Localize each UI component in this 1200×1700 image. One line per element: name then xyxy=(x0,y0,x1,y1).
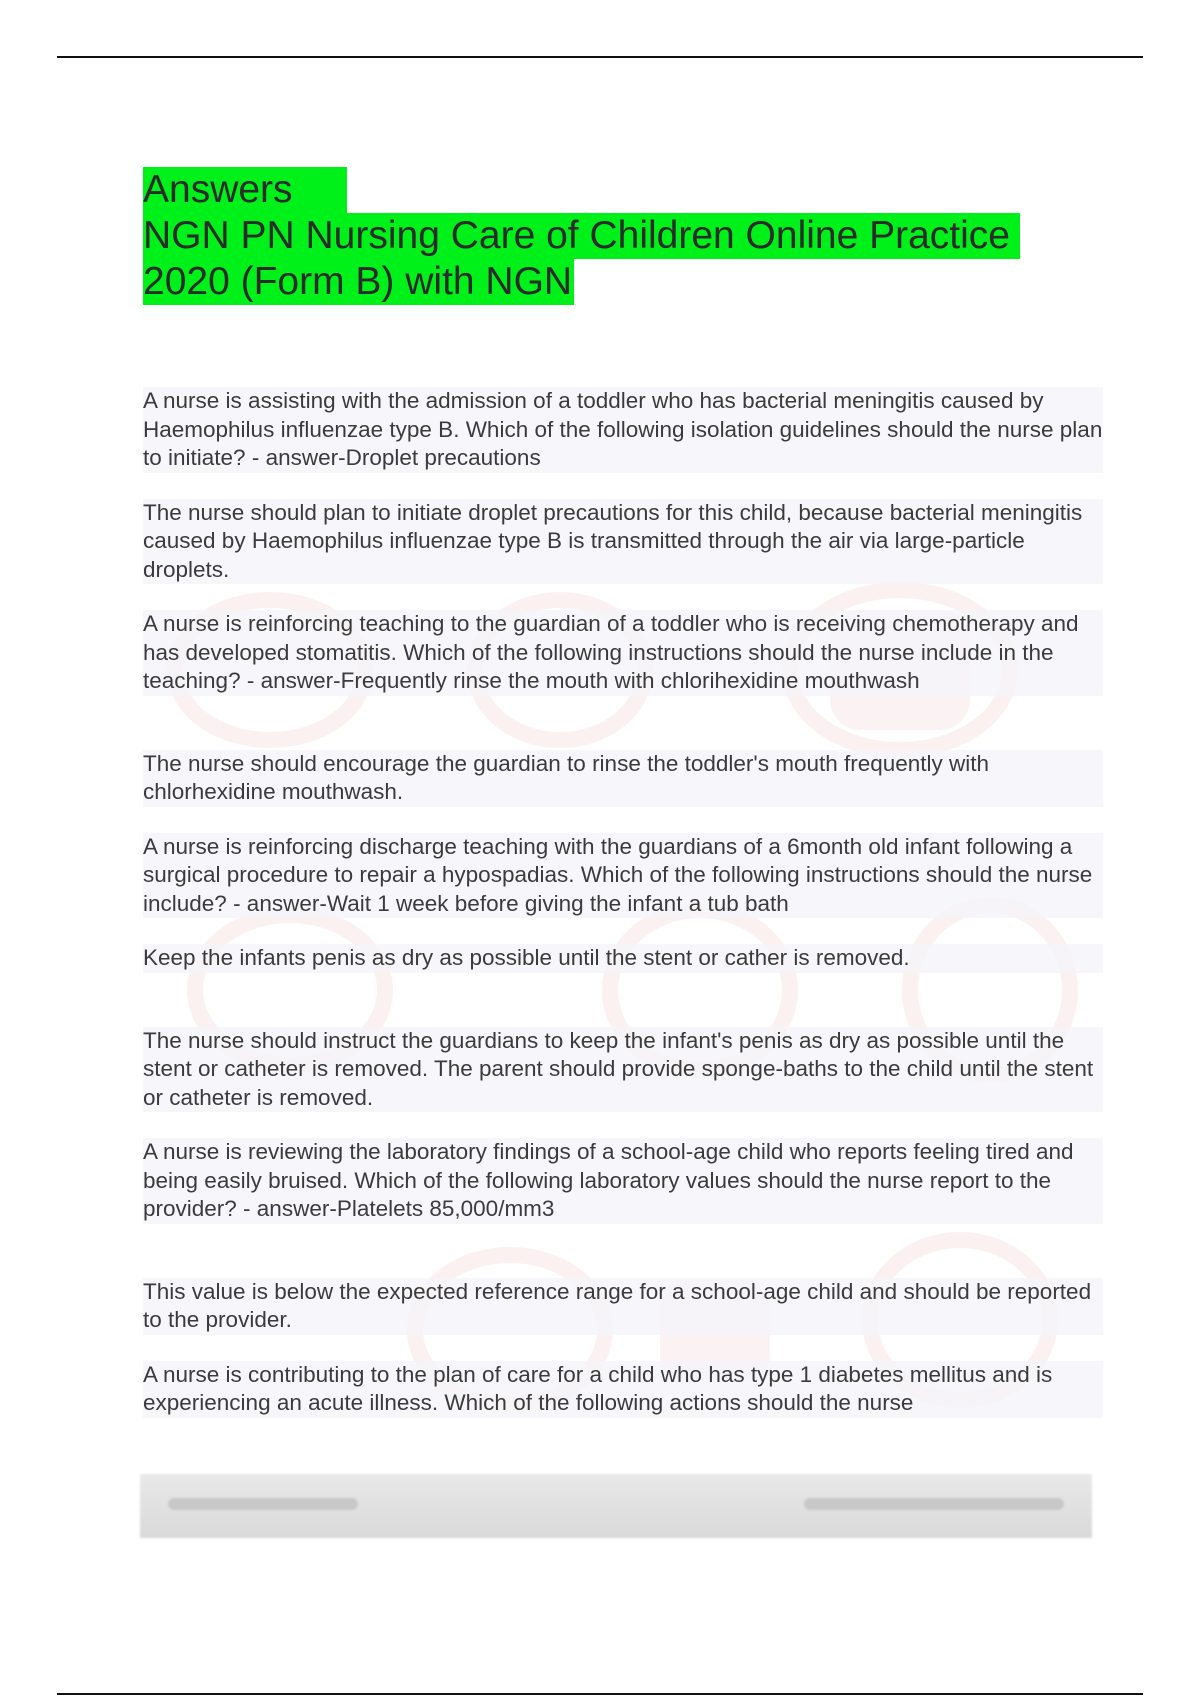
question-paragraph: A nurse is reviewing the laboratory findings of a school-age child who reports feeling tired and being easily bruised. Which of the following laboratory values should the nurse report to the provider? - answer-Platelets 85,000/mm3 xyxy=(143,1138,1103,1224)
bottom-rule xyxy=(57,1693,1143,1695)
answer-note-paragraph: Keep the infants penis as dry as possible until the stent or cather is removed. xyxy=(143,944,1103,973)
rationale-paragraph: The nurse should plan to initiate droplet precautions for this child, because bacterial meningitis caused by Haemophilus influenzae type B is transmitted through the air via large-particle droplets. xyxy=(143,499,1103,585)
title-line-3: 2020 (Form B) with NGN xyxy=(143,260,573,303)
blurred-text-placeholder xyxy=(804,1498,1064,1510)
title-line-1: Answers xyxy=(143,167,347,213)
title-line-2: NGN PN Nursing Care of Children Online Practice xyxy=(143,213,1020,259)
question-paragraph: A nurse is assisting with the admission of a toddler who has bacterial meningitis caused by Haemophilus influenzae type B. Which of the following isolation guidelines should the nurse plan to initiate? - answer-Droplet precautions xyxy=(143,387,1103,473)
rationale-paragraph: The nurse should instruct the guardians to keep the infant's penis as dry as possible until the stent or catheter is removed. The parent should provide sponge-baths to the child until the stent or catheter is removed. xyxy=(143,1027,1103,1113)
top-rule xyxy=(57,56,1143,58)
question-paragraph: A nurse is contributing to the plan of care for a child who has type 1 diabetes mellitus and is experiencing an acute illness. Which of the following actions should the nurse xyxy=(143,1361,1103,1418)
document-title xyxy=(143,167,1020,305)
blurred-text-placeholder xyxy=(168,1498,358,1510)
rationale-paragraph: The nurse should encourage the guardian to rinse the toddler's mouth frequently with chlorhexidine mouthwash. xyxy=(143,750,1103,807)
document-body xyxy=(143,387,1103,1418)
rationale-paragraph: This value is below the expected reference range for a school-age child and should be reported to the provider. xyxy=(143,1278,1103,1335)
question-paragraph: A nurse is reinforcing teaching to the guardian of a toddler who is receiving chemotherapy and has developed stomatitis. Which of the following instructions should the nurse include in the teaching? - answer-Frequently rinse the mouth with chlorihexidine mouthwash xyxy=(143,610,1103,696)
blurred-preview-overlay xyxy=(140,1474,1092,1538)
question-paragraph: A nurse is reinforcing discharge teaching with the guardians of a 6month old infant following a surgical procedure to repair a hypospadias. Which of the following instructions should the nurse include? - answer-Wait 1 week before giving the infant a tub bath xyxy=(143,833,1103,919)
